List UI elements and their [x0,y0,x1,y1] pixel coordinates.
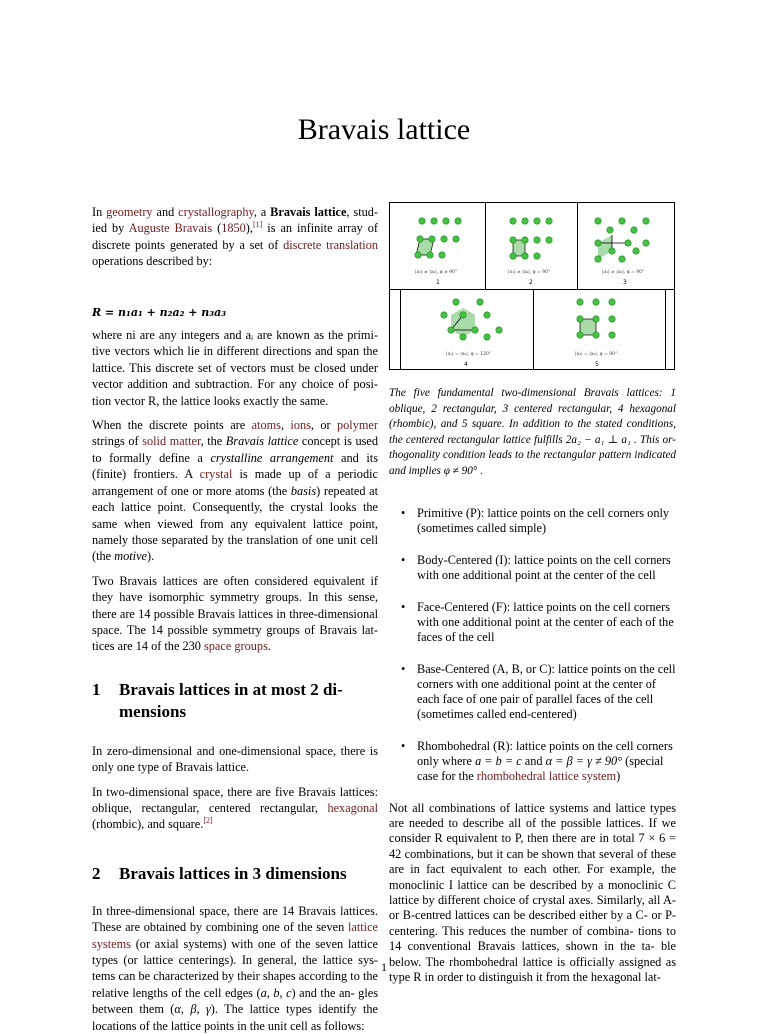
lattice-node [534,237,540,243]
figure-caption: The five fundamental two-dimensional Bravais lattices: 1 oblique, 2 rectangular, 3 centered rectangular, 4 hexagonal (rhombic), and 5 square. In addition to the stated conditions, the centered rectangular lattice fulfills 2a₂ − a₁ ⊥ a₁ . This or- thogonality condition leads to the rectangular pattern indicated and implies φ ≠ 90° . [389,387,676,477]
section-2-heading: 2 Bravais lattices in 3 dimensions [92,863,347,883]
figure-panel-5 [534,290,666,369]
lattice-node [619,218,625,224]
lattice-node [546,237,552,243]
lattice-node [427,252,433,258]
lattice-node [460,312,466,318]
link-polymer[interactable]: polymer [337,418,378,433]
reference-2[interactable]: [2] [203,816,213,826]
lattice-node [510,253,516,259]
figure-panel-1 [390,203,486,290]
link-discrete-translation[interactable]: discrete translation [283,237,379,252]
centered-rectangular-lattice-diagram [578,203,674,289]
equivalence-paragraph: Two Bravais lattices are often considered equivalent if they have isomorphic symmetry groups. In this sense, there are 14 possible Bravais lattices in three-dimensional space. The 14 possible symmetry groups of Bravais lat- tices are 14 of the 230 space groups. [92,573,378,654]
link-geometry[interactable]: geometry [106,205,153,219]
lattice-node [595,218,601,224]
link-auguste-bravais[interactable]: Auguste Bravais [128,221,213,236]
list-item: • Rhombohedral (R): lattice points on the cell corners only where a = b = c and α = β = γ ≠ 90° (special case for the rhombohedral lattice system) [401,738,673,783]
lattice-node [417,236,423,242]
lattice-node [453,236,459,242]
lattice-node [609,248,615,254]
panel-condition: |a₁| ≠ |a₂|, φ ≠ 90° [415,270,458,275]
combinations-paragraph: Not all combinations of lattice systems and lattice types are needed to describe all of the possible lattices. If we consider R equivalent to P, then there are in total 7 × 6 = 42 combinations, but it can be shown that several of these are in fact equivalent to each other. For example, the monoclinic I lattice can be described by a monoclinic C lattice by different choice of crystal axes. Similarly, all A- or B-centred lattices can be described either by a C- or P-centering. This reduces the number of combina- tions to 14 conventional Bravais lattices, shown in the ta- ble below. The rhombohedral lattice is officially assigned as type R in order to distinguish it from the hexagonal lat- [389,800,676,985]
link-space-groups[interactable]: space groups [204,639,268,654]
lattice-node [484,312,490,318]
panel-number: 5 [595,361,599,368]
lattice-node [453,299,459,305]
lattice-node [443,218,449,224]
lattice-node [595,240,601,246]
lattice-node [619,256,625,262]
panel-condition: |a₁| ≠ |a₂|, φ = 90° [602,270,645,275]
list-item: • Primitive (P): lattice points on the cell corners only (sometimes called simple) [401,505,670,535]
bullet-icon: • [401,661,406,676]
unit-cell [598,235,612,259]
section-1-heading: 1 Bravais lattices in at most 2 di- mensions [92,679,343,721]
lattice-node [429,236,435,242]
panel-condition: |a₁| = |a₂|, φ = 120° [446,352,492,357]
bravais-2d-figure [389,202,675,370]
lattice-node [631,227,637,233]
lattice-node [534,218,540,224]
lattice-node [477,299,483,305]
link-1850[interactable]: 1850 [221,221,246,236]
lattice-node [472,327,478,333]
lattice-node [510,218,516,224]
link-solid-matter[interactable]: solid matter [142,434,201,449]
lattice-node [625,240,631,246]
oblique-lattice-diagram [390,203,485,289]
lattice-node [460,334,466,340]
bullet-icon: • [401,738,406,753]
lattice-node [448,327,454,333]
intro-paragraph: In geometry and crystallography, a Bravais lattice, stud- ied by Auguste Bravais (1850),[1] is an infinite array of discrete points generated by a set of discrete translation operations described by: [92,205,379,269]
link-lattice-systems[interactable]: lattice systems [92,920,378,951]
section-2-paragraph: In three-dimensional space, there are 14 Bravais lattices. These are obtained by combining one of the seven lattice systems (or axial systems) with one of the seven lattice types (or lattice centerings). In general, the lattice sys- tems can be characterized by their shapes according to the relative lengths of the cell edges (a, b, c) and the an- gles between them (α, β, γ). The lattice types identify the locations of the lattice points in the unit cell as follows: [92,903,378,1033]
lattice-node [415,252,421,258]
lattice-node [522,218,528,224]
lattice-node [609,299,615,305]
lattice-node [510,237,516,243]
lattice-node [593,316,599,322]
lattice-node [522,253,528,259]
lattice-node [496,327,502,333]
lattice-formula: R = n₁a₁ + n₂a₂ + n₃a₃ [92,305,227,319]
lattice-node [593,332,599,338]
lattice-node [607,227,613,233]
lattice-node [609,316,615,322]
panel-number: 3 [623,279,627,286]
panel-number: 4 [464,361,468,368]
left-column [92,204,378,1034]
primitive-vectors-paragraph: where ni are any integers and aᵢ are known as the primi- tive vectors which lie in different directions and span the lattice. This discrete set of vectors must be closed under vector addition and subtraction. For any choice of posi- tion vector R, the lattice looks exactly the same. [92,328,378,408]
lattice-node [593,299,599,305]
section-1-paragraph-2: In two-dimensional space, there are five Bravais lattices: oblique, rectangular, centered rectangular, hexagonal (rhombic), and square.[2] [92,784,378,832]
panel-condition: |a₁| = |a₂|, φ = 90° [575,352,618,357]
lattice-node [577,332,583,338]
page-title: Bravais lattice [297,113,471,146]
square-lattice-diagram [534,290,664,369]
lattice-node [577,316,583,322]
lattice-node [522,237,528,243]
list-item: • Body-Centered (I): lattice points on the cell corners with one additional point at the center of the cell [401,552,671,582]
figure-panel-2 [486,203,578,290]
list-item: • Base-Centered (A, B, or C): lattice points on the cell corners with one additional point at the center of each face of one pair of parallel faces of the cell (sometimes called end-centered) [401,661,676,721]
lattice-type-list [389,506,676,784]
list-item: • Face-Centered (F): lattice points on the cell corners with one additional point at the center of each of the faces of the cell [401,599,674,644]
lattice-nodes [415,218,461,258]
bullet-icon: • [401,505,406,520]
link-hexagonal[interactable]: hexagonal [327,800,378,815]
bullet-icon: • [401,599,406,614]
rectangular-lattice-diagram [486,203,577,289]
bullet-icon: • [401,552,406,567]
lattice-node [546,218,552,224]
link-crystal[interactable]: crystal [199,467,233,482]
lattice-node [595,256,601,262]
link-ions[interactable]: ions [290,418,311,433]
lattice-node [484,334,490,340]
panel-number: 2 [529,279,533,286]
hexagonal-lattice-diagram [401,290,533,369]
reference-1[interactable]: [1] [252,220,263,230]
panel-condition: |a₁| ≠ |a₂|, φ = 90° [508,270,551,275]
lattice-node [577,299,583,305]
figure-panel-4 [400,290,534,369]
section-1-paragraph-1: In zero-dimensional and one-dimensional space, there is only one type of Bravais lattice. [92,743,378,775]
lattice-node [431,218,437,224]
link-rhombohedral-lattice-system[interactable]: rhombohedral lattice system [476,768,617,783]
lattice-node [534,253,540,259]
lattice-node [441,236,447,242]
lattice-node [633,248,639,254]
lattice-node [419,218,425,224]
lattice-node [609,332,615,338]
lattice-node [439,252,445,258]
lattice-node [643,240,649,246]
panel-number: 1 [436,279,440,286]
right-column [389,202,676,985]
link-crystallography[interactable]: crystallography [178,205,254,219]
lattice-node [643,218,649,224]
figure-panel-3 [578,203,674,290]
lattice-node [455,218,461,224]
lattice-node [441,312,447,318]
page-number: 1 [381,960,387,974]
crystal-paragraph: When the discrete points are atoms, ions, or polymer strings of solid matter, the Bravais lattice concept is used to formally define a crystalline arrangement and its (finite) frontiers. A crystal is made up of a periodic arrangement of one or more atoms (the basis) repeated at each lattice point. Consequently, the crystal looks the same when viewed from any equivalent lattice point, namely those separated by the translation of one unit cell (the motive). [92,418,379,564]
link-atoms[interactable]: atoms [251,418,281,433]
